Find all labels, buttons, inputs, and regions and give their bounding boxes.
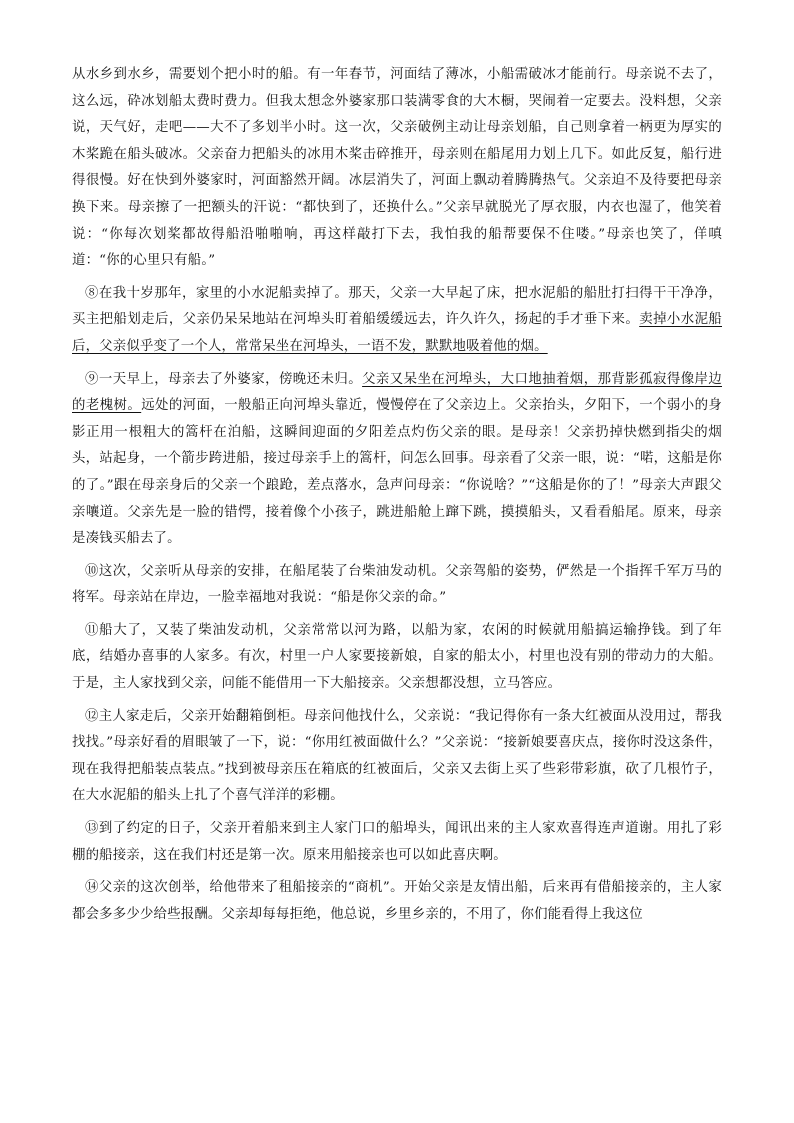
- paragraph-number: ⑫: [85, 708, 99, 724]
- paragraph-10: [72, 559, 722, 612]
- paragraph-number: ⑨: [85, 371, 99, 387]
- underlined-sentence: 卖掉小水泥船后，父亲似乎变了一个人，常常呆坐在河埠头，一语不发，默默地吸着他的烟。: [72, 312, 722, 354]
- paragraph-text: 到了约定的日子，父亲开着船来到主人家门口的船埠头，闻讯出来的主人家欢喜得连声道谢。用扎了彩棚的船接亲，这在我们村还是第一次。原来用船接亲也可以如此喜庆啊。: [72, 821, 722, 863]
- paragraph-text-after: 远处的河面，一般船正向河埠头靠近，慢慢停在了父亲边上。父亲抬头，夕阳下，一个弱小的身影正用一根粗大的篙杆在泊船，这瞬间迎面的夕阳差点灼伤父亲的眼。是母亲！父亲扔掉快燃到指尖的烟头，站起身，一个箭步跨进船，接过母亲手上的篙杆，问怎么回事。母亲看了父亲一眼，说：“喏，这船是你的了。”跟在母亲身后的父亲一个踉跄，差点落水，急声问母亲：“你说啥？”“这船是你的了！”母亲大声跟父亲嚷道。父亲先是一脸的错愕，接着像个小孩子，跳进船舱上蹿下跳，摸摸船头，又看看船尾。原来，母亲是凑钱买船去了。: [72, 398, 723, 547]
- paragraph-text: 这次，父亲听从母亲的安排，在船尾装了台柴油发动机。父亲驾船的姿势，俨然是一个指挥千军万马的将军。母亲站在岸边，一脸幸福地对我说：“船是你父亲的命。”: [72, 563, 722, 606]
- paragraph-text: 主人家走后，父亲开始翻箱倒柜。母亲问他找什么，父亲说：“我记得你有一条大红被面从没用过，帮我找找。”母亲好看的眉眼皱了一下，说：“你用红被面做什么？”父亲说：“接新娘要喜庆点，接你时没这条件，现在我得把船装点装点。”找到被母亲压在箱底的红被面后，父亲又去街上买了些彩带彩旗，砍了几根竹子，在大水泥船的船头上扎了个喜气洋洋的彩棚。: [72, 708, 723, 804]
- paragraph-11: [72, 618, 722, 698]
- paragraph-8: [72, 281, 722, 361]
- paragraph-9: [72, 367, 722, 553]
- underlined-sentence: 父亲又呆坐在河埠头，大口地抽着烟，那背影孤寂得像岸边的老槐树。: [72, 371, 722, 414]
- paragraph-number: ⑩: [85, 563, 99, 579]
- paragraph-12: [72, 704, 722, 810]
- paragraph-text: 在我十岁那年，家里的小水泥船卖掉了。那天，父亲一大早起了床，把水泥船的船肚打扫得干干净净，买主把船划走后，父亲仍呆呆地站在河埠头盯着船缓缓远去，许久许久，扬起的手才垂下来。: [72, 285, 722, 328]
- paragraph-text: 父亲的这次创举，给他带来了租船接亲的“商机”。开始父亲是友情出船，后来再有借船接亲的，主人家都会多多少少给些报酬。父亲却每每拒绝，他总说，乡里乡亲的，不用了，你们能看得上我这位: [72, 880, 723, 922]
- paragraph-number: ⑬: [85, 821, 99, 837]
- paragraph-text: 从水乡到水乡，需要划个把小时的船。有一年春节，河面结了薄冰，小船需破冰才能前行。母亲说不去了，这么远，砕冰划船太费时费力。但我太想念外婆家那口装满零食的大木橱，哭闹着一定要去。没料想，父亲说，天气好，走吧——大不了多划半小时。这一次，父亲破例主动让母亲划船，自己则拿着一柄更为厚实的木桨跪在船头破冰。父亲奋力把船头的冰用木桨击碎推开，母亲则在船尾用力划上几下。如此反复，船行进得很慢。好在快到外婆家时，河面豁然开阔。冰层消失了，河面上飘动着腾腾热气。父亲迫不及待要把母亲换下来。母亲擦了一把额头的汗说：“都快到了，还换什么。”父亲早就脱光了厚衣服，内衣也湿了，他笑着说：“你每次划桨都故得船沿啪啪响，再这样敲打下去，我怕我的船帮要保不住喽。”母亲也笑了，佯嗔道：“你的心里只有船。”: [72, 67, 722, 269]
- paragraph-text: 船大了，又装了柴油发动机，父亲常常以河为路，以船为家，农闲的时候就用船搞运输挣钱。到了年底，结婚办喜事的人家多。有次，村里一户人家要接新娘，自家的船太小，村里也没有别的带动力的大船。于是，主人家找到父亲，问能不能借用一下大船接亲。父亲想都没想，立马答应。: [72, 622, 722, 692]
- paragraph-number: ⑭: [85, 880, 99, 896]
- paragraph-number: ⑧: [85, 285, 99, 301]
- paragraph-13: [72, 816, 722, 869]
- paragraph-text: 一天早上，母亲去了外婆家，傍晚还未归。: [98, 371, 363, 387]
- paragraph-continued: [72, 62, 722, 275]
- article-body: [72, 62, 722, 934]
- paragraph-number: ⑪: [85, 622, 100, 638]
- paragraph-14: [72, 875, 722, 928]
